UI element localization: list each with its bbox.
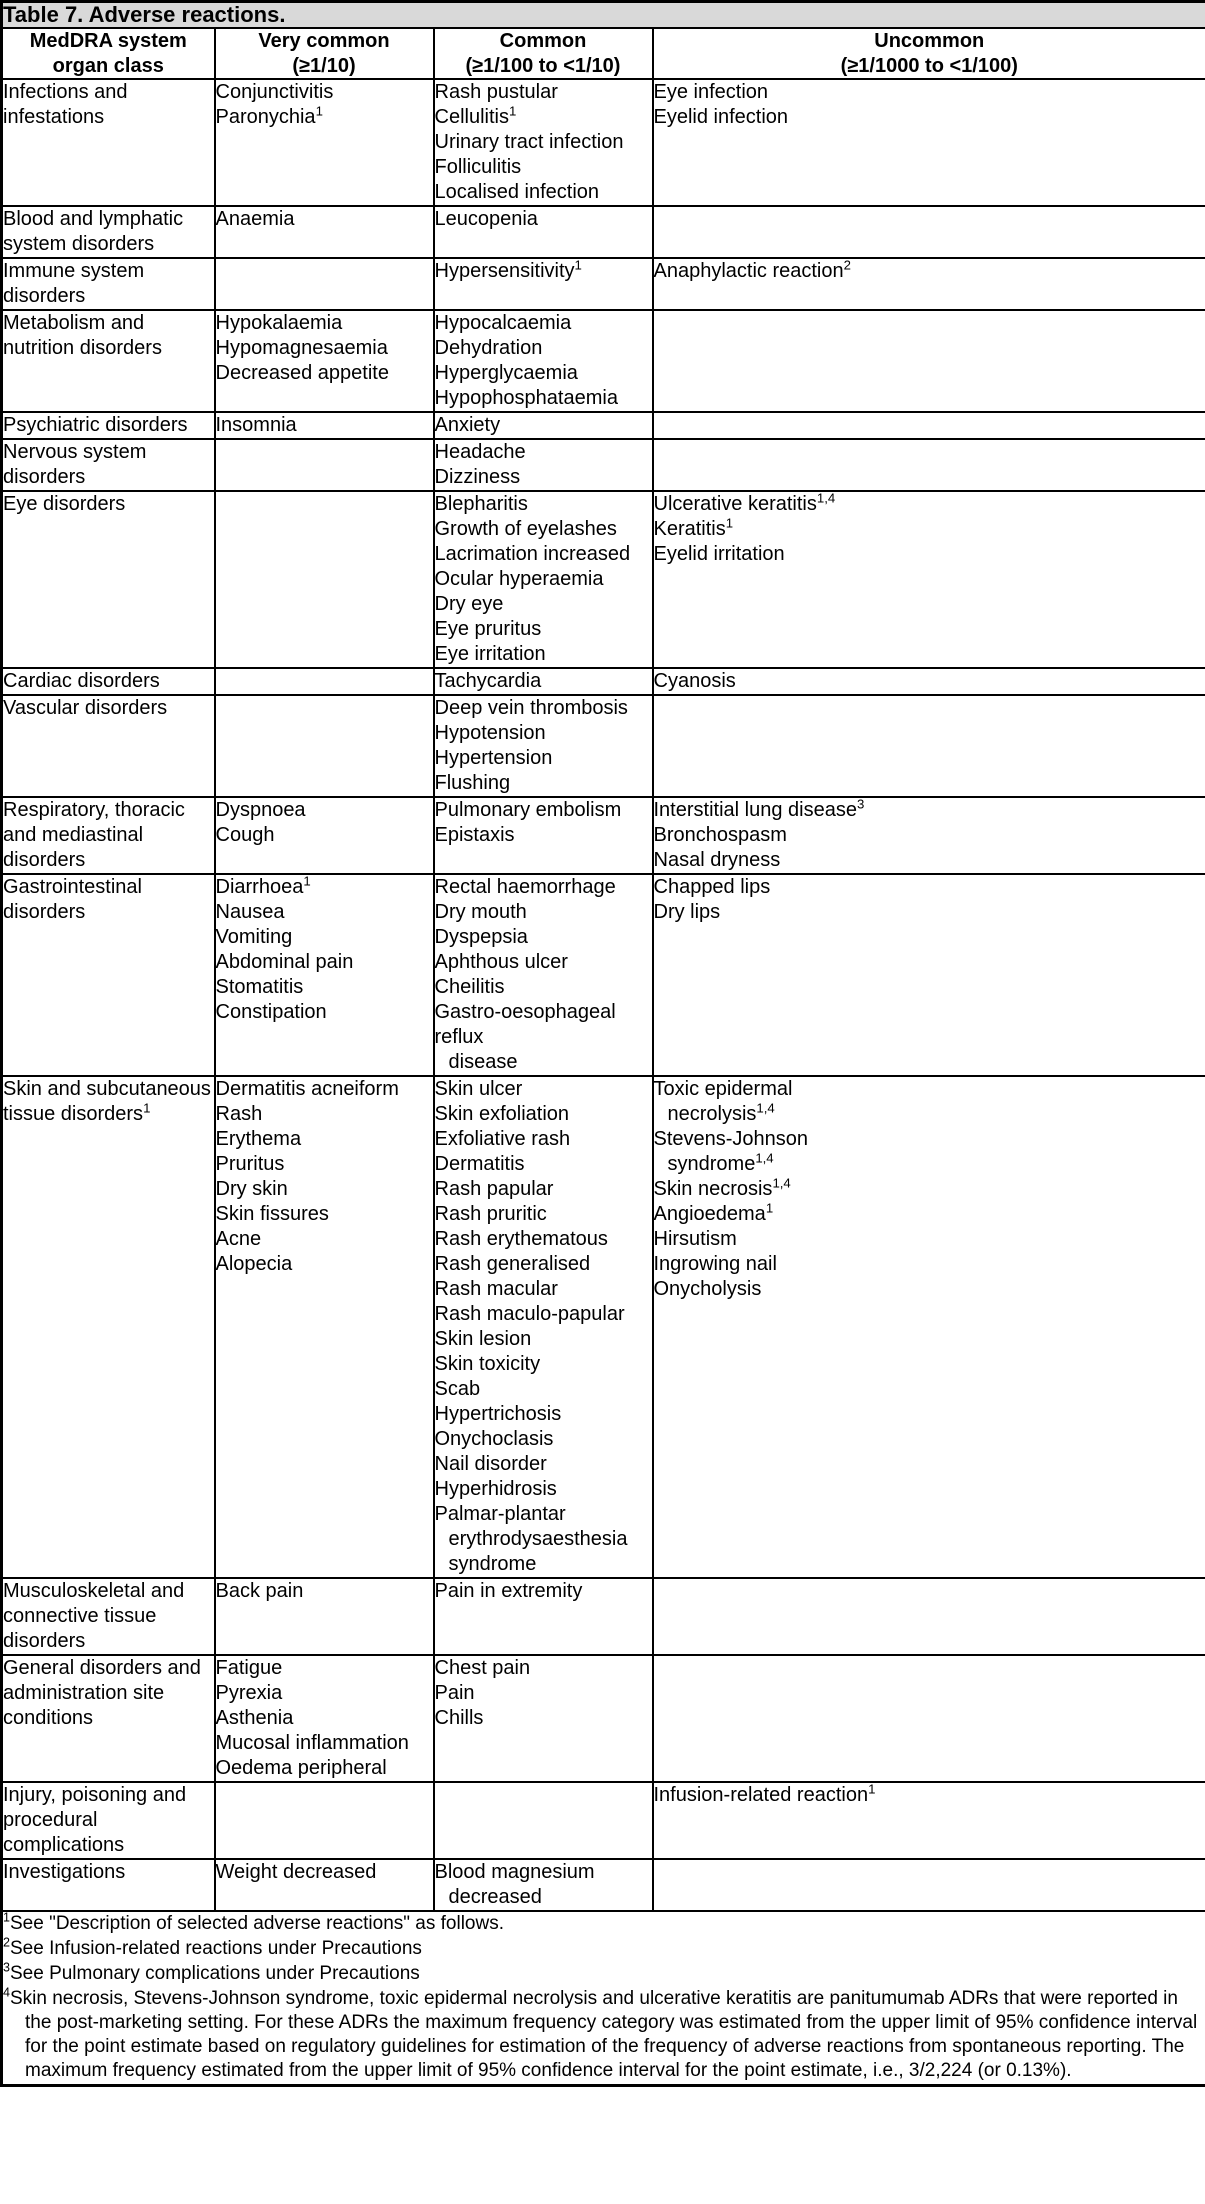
cell-uncommon: [653, 797, 1205, 874]
organ-class-label: Injury, poisoning and procedural complications: [3, 1783, 187, 1856]
cell-common: [434, 439, 653, 491]
organ-class-label: Skin and subcutaneous tissue disorders$^1$: [3, 1077, 211, 1125]
column-header-organ-class: [2, 28, 215, 79]
term-item: Aphthous ulcer: [434, 950, 568, 973]
term-item: Dermatitis: [434, 1152, 525, 1175]
term-list: [435, 1860, 652, 1910]
term-item: Exfoliative rash: [434, 1127, 571, 1150]
term-item: Rash: [215, 1102, 263, 1125]
term-item: Nasal dryness: [653, 848, 781, 871]
cell-common: [434, 668, 653, 695]
term-item: Oedema peripheral: [215, 1756, 387, 1779]
table-row: [2, 206, 1205, 258]
term-list: [216, 1860, 433, 1885]
term-item: Anxiety: [434, 413, 501, 436]
term-item: Nausea: [215, 900, 285, 923]
term-list: [216, 875, 433, 1025]
term-list: [216, 1579, 433, 1604]
cell-very-common: [215, 206, 434, 258]
term-item: Epistaxis: [434, 823, 515, 846]
cell-common: [434, 258, 653, 310]
term-item: Paronychia$^1$: [215, 103, 323, 128]
table-row: [2, 439, 1205, 491]
term-item: Asthenia: [215, 1706, 294, 1729]
term-list: [435, 669, 652, 694]
organ-class-label: Investigations: [3, 1860, 126, 1883]
term-item: Palmar-plantar: [434, 1502, 566, 1525]
term-item: Ocular hyperaemia: [434, 567, 604, 590]
term-item: Gastro-oesophageal reflux: [434, 1000, 616, 1048]
term-item: Headache: [434, 440, 526, 463]
cell-uncommon: [653, 1578, 1205, 1655]
term-list: [435, 875, 652, 1075]
column-header-line1: Uncommon: [874, 30, 985, 53]
cell-very-common: [215, 1655, 434, 1782]
cell-organ-class: [2, 1578, 215, 1655]
term-list: [216, 1656, 433, 1781]
term-list: [654, 875, 1205, 925]
cell-common: [434, 412, 653, 439]
cell-common: [434, 1859, 653, 1911]
term-item: Back pain: [215, 1579, 304, 1602]
table-caption-row: [2, 2, 1205, 29]
term-item: Rectal haemorrhage: [434, 875, 616, 898]
term-item: Blepharitis: [434, 492, 528, 515]
term-item: Keratitis$^1$: [653, 515, 734, 540]
organ-class-label: General disorders and administration site conditions: [3, 1656, 201, 1729]
term-list: [435, 1077, 652, 1577]
cell-common: [434, 797, 653, 874]
cell-very-common: [215, 439, 434, 491]
cell-very-common: [215, 874, 434, 1076]
cell-uncommon: [653, 1076, 1205, 1578]
term-item: Rash pustular: [434, 80, 558, 103]
term-item: Urinary tract infection: [434, 130, 624, 153]
cell-organ-class: [2, 1859, 215, 1911]
cell-uncommon: [653, 310, 1205, 412]
column-header-common: [434, 28, 653, 79]
term-item: Rash pruritic: [434, 1202, 547, 1225]
term-item: Eye pruritus: [434, 617, 542, 640]
term-item: Dizziness: [434, 465, 521, 488]
cell-organ-class: [2, 439, 215, 491]
term-item: Dermatitis acneiform: [215, 1077, 399, 1100]
term-item: Rash papular: [434, 1177, 554, 1200]
cell-very-common: [215, 695, 434, 797]
cell-common: [434, 206, 653, 258]
column-header-very-common: [215, 28, 434, 79]
term-list: [216, 311, 433, 386]
footnote-4: $^4$Skin necrosis, Stevens-Johnson syndrome, toxic epidermal necrolysis and ulcerative keratitis are panitumumab ADRs that were reported in the post-marketing setting. For these ADRs the maximum frequency category was estimated from the upper limit of 95% confidence interval for the point estimate based on regulatory guidelines for estimation of the frequency of adverse reactions from spontaneous reporting. The maximum frequency estimated from the upper limit of 95% confidence interval for the point estimate, i.e., 3/2,224 (or 0.13%).: [3, 1985, 1198, 2081]
term-item: Rash macular: [434, 1277, 558, 1300]
organ-class-label: Nervous system disorders: [3, 440, 147, 488]
term-item: Hypotension: [434, 721, 546, 744]
column-header-line1: MedDRA system: [29, 30, 187, 53]
organ-class-label: Eye disorders: [3, 492, 126, 515]
term-item: Pain: [434, 1681, 475, 1704]
cell-common: [434, 1782, 653, 1859]
term-item: Fatigue: [215, 1656, 283, 1679]
term-item: Stevens-Johnson: [653, 1127, 809, 1150]
term-item: Toxic epidermal: [653, 1077, 793, 1100]
term-item: Acne: [215, 1227, 262, 1250]
term-item: Chills: [434, 1706, 484, 1729]
table-row: [2, 668, 1205, 695]
term-list: [435, 1579, 652, 1604]
footnotes-cell: [2, 1911, 1205, 2085]
term-item: Mucosal inflammation: [215, 1731, 409, 1754]
column-header-line2: organ class: [52, 54, 164, 77]
cell-organ-class: [2, 79, 215, 206]
term-item: Angioedema$^1$: [653, 1200, 774, 1225]
term-item: Dyspnoea: [215, 798, 306, 821]
term-item: Erythema: [215, 1127, 302, 1150]
term-item: Hypocalcaemia: [434, 311, 572, 334]
organ-class-label: Immune system disorders: [3, 259, 145, 307]
cell-common: [434, 1655, 653, 1782]
term-list: [435, 440, 652, 490]
term-list: [654, 1783, 1205, 1808]
term-item: Constipation: [215, 1000, 327, 1023]
term-item: Interstitial lung disease$^3$: [653, 796, 865, 821]
term-item: decreased: [448, 1885, 542, 1908]
column-header-line1: Common: [499, 30, 587, 53]
term-item: syndrome: [448, 1552, 537, 1575]
cell-organ-class: [2, 1655, 215, 1782]
term-item: Stomatitis: [215, 975, 304, 998]
term-item: erythrodysaesthesia: [448, 1527, 628, 1550]
cell-organ-class: [2, 491, 215, 668]
term-item: Skin exfoliation: [434, 1102, 570, 1125]
term-item: Blood magnesium: [434, 1860, 595, 1883]
term-item: Hypertrichosis: [434, 1402, 562, 1425]
term-list: [435, 207, 652, 232]
term-item: Hypomagnesaemia: [215, 336, 388, 359]
term-item: Pain in extremity: [434, 1579, 583, 1602]
organ-class-label: Gastrointestinal disorders: [3, 875, 142, 923]
organ-class-label: Respiratory, thoracic and mediastinal disorders: [3, 798, 185, 871]
organ-class-label: Metabolism and nutrition disorders: [3, 311, 162, 359]
term-item: Lacrimation increased: [434, 542, 631, 565]
term-list: [435, 311, 652, 411]
term-list: [216, 80, 433, 130]
term-list: [654, 669, 1205, 694]
term-list: [435, 798, 652, 848]
term-item: Eyelid infection: [653, 105, 789, 128]
term-list: [654, 798, 1205, 873]
cell-uncommon: [653, 79, 1205, 206]
organ-class-label: Cardiac disorders: [3, 669, 160, 692]
cell-common: [434, 79, 653, 206]
cell-organ-class: [2, 258, 215, 310]
term-list: [435, 492, 652, 667]
term-item: Pulmonary embolism: [434, 798, 622, 821]
term-item: Cyanosis: [653, 669, 736, 692]
term-item: Skin necrosis$^{1,4}$: [653, 1175, 791, 1200]
organ-class-label: Blood and lymphatic system disorders: [3, 207, 184, 255]
term-item: Pruritus: [215, 1152, 285, 1175]
term-item: Eye irritation: [434, 642, 546, 665]
term-item: Skin lesion: [434, 1327, 532, 1350]
cell-organ-class: [2, 668, 215, 695]
term-item: Growth of eyelashes: [434, 517, 617, 540]
cell-uncommon: [653, 1655, 1205, 1782]
term-item: Localised infection: [434, 180, 600, 203]
term-item: Dry lips: [653, 900, 721, 923]
term-item: Onychoclasis: [434, 1427, 554, 1450]
cell-organ-class: [2, 1782, 215, 1859]
term-item: Ingrowing nail: [653, 1252, 777, 1275]
term-item: Insomnia: [215, 413, 297, 436]
term-item: Dry mouth: [434, 900, 527, 923]
table-row: [2, 1578, 1205, 1655]
table-row: [2, 1859, 1205, 1911]
term-item: Decreased appetite: [215, 361, 389, 384]
term-item: Hyperhidrosis: [434, 1477, 557, 1500]
table-row: [2, 797, 1205, 874]
term-list: [654, 259, 1205, 284]
term-item: Dry eye: [434, 592, 504, 615]
term-item: Rash generalised: [434, 1252, 591, 1275]
term-item: Abdominal pain: [215, 950, 354, 973]
table-row: [2, 1655, 1205, 1782]
table-row: [2, 258, 1205, 310]
term-list: [216, 207, 433, 232]
table-row: [2, 412, 1205, 439]
term-item: Folliculitis: [434, 155, 522, 178]
term-item: Eye infection: [653, 80, 769, 103]
cell-uncommon: [653, 668, 1205, 695]
term-item: Hypophosphataemia: [434, 386, 618, 409]
term-list: [216, 413, 433, 438]
cell-organ-class: [2, 1076, 215, 1578]
cell-very-common: [215, 668, 434, 695]
term-item: Flushing: [434, 771, 511, 794]
term-item: Conjunctivitis: [215, 80, 334, 103]
term-list: [654, 492, 1205, 567]
term-item: syndrome$^{1,4}$: [667, 1150, 774, 1175]
cell-organ-class: [2, 797, 215, 874]
cell-organ-class: [2, 695, 215, 797]
cell-uncommon: [653, 412, 1205, 439]
cell-very-common: [215, 412, 434, 439]
cell-very-common: [215, 1578, 434, 1655]
term-item: Rash erythematous: [434, 1227, 608, 1250]
term-item: Pyrexia: [215, 1681, 283, 1704]
cell-common: [434, 310, 653, 412]
cell-organ-class: [2, 310, 215, 412]
organ-class-label: Psychiatric disorders: [3, 413, 188, 436]
term-list: [654, 80, 1205, 130]
term-item: Dyspepsia: [434, 925, 528, 948]
cell-very-common: [215, 258, 434, 310]
term-list: [435, 696, 652, 796]
term-item: Chest pain: [434, 1656, 531, 1679]
term-item: Cheilitis: [434, 975, 505, 998]
term-item: Tachycardia: [434, 669, 542, 692]
cell-uncommon: [653, 874, 1205, 1076]
term-list: [435, 259, 652, 284]
cell-common: [434, 491, 653, 668]
footnotes-row: [2, 1911, 1205, 2085]
footnote-2: $^2$See Infusion-related reactions under Precautions: [3, 1935, 422, 1959]
term-item: Alopecia: [215, 1252, 293, 1275]
term-item: Hypokalaemia: [215, 311, 343, 334]
term-list: [435, 1656, 652, 1731]
term-item: Eyelid irritation: [653, 542, 785, 565]
organ-class-label: Vascular disorders: [3, 696, 168, 719]
cell-uncommon: [653, 258, 1205, 310]
cell-common: [434, 874, 653, 1076]
cell-uncommon: [653, 1859, 1205, 1911]
cell-organ-class: [2, 206, 215, 258]
term-item: Bronchospasm: [653, 823, 787, 846]
term-item: disease: [448, 1050, 518, 1073]
cell-uncommon: [653, 439, 1205, 491]
cell-very-common: [215, 1782, 434, 1859]
term-item: Hypertension: [434, 746, 553, 769]
term-item: Dry skin: [215, 1177, 288, 1200]
term-item: Scab: [434, 1377, 481, 1400]
table-row: [2, 695, 1205, 797]
term-item: Skin ulcer: [434, 1077, 523, 1100]
term-list: [435, 80, 652, 205]
footnote-3: $^3$See Pulmonary complications under Precautions: [3, 1960, 420, 1984]
term-list: [216, 1077, 433, 1277]
term-item: Anaemia: [215, 207, 295, 230]
term-item: Nail disorder: [434, 1452, 547, 1475]
term-item: Diarrhoea$^1$: [215, 873, 311, 898]
term-item: Hypersensitivity$^1$: [434, 257, 582, 282]
term-item: Infusion-related reaction$^1$: [653, 1781, 876, 1806]
cell-very-common: [215, 1076, 434, 1578]
column-header-line1: Very common: [258, 30, 390, 53]
term-list: [216, 798, 433, 848]
cell-uncommon: [653, 491, 1205, 668]
term-item: Weight decreased: [215, 1860, 377, 1883]
column-header-line2: (≥1/100 to <1/10): [465, 54, 621, 77]
term-item: Cellulitis$^1$: [434, 103, 517, 128]
term-item: Deep vein thrombosis: [434, 696, 628, 719]
column-header-line2: (≥1/10): [292, 54, 356, 77]
cell-uncommon: [653, 1782, 1205, 1859]
table-row: [2, 1076, 1205, 1578]
term-list: [654, 1077, 1205, 1302]
cell-common: [434, 695, 653, 797]
term-item: Hyperglycaemia: [434, 361, 578, 384]
column-header-uncommon: [653, 28, 1205, 79]
cell-very-common: [215, 797, 434, 874]
cell-uncommon: [653, 695, 1205, 797]
table-row: [2, 1782, 1205, 1859]
term-list: [435, 413, 652, 438]
column-header-row: [2, 28, 1205, 79]
table-row: [2, 79, 1205, 206]
cell-organ-class: [2, 874, 215, 1076]
cell-very-common: [215, 310, 434, 412]
cell-very-common: [215, 1859, 434, 1911]
term-item: Vomiting: [215, 925, 293, 948]
table-caption-cell: [2, 2, 1205, 29]
cell-very-common: [215, 491, 434, 668]
cell-very-common: [215, 79, 434, 206]
organ-class-label: Musculoskeletal and connective tissue disorders: [3, 1579, 185, 1652]
term-item: Leucopenia: [434, 207, 538, 230]
table-row: [2, 874, 1205, 1076]
term-item: Skin toxicity: [434, 1352, 541, 1375]
footnote-1: $^1$See "Description of selected adverse reactions" as follows.: [3, 1910, 504, 1934]
cell-common: [434, 1076, 653, 1578]
term-item: Anaphylactic reaction$^2$: [653, 257, 851, 282]
organ-class-label: Infections and infestations: [3, 80, 128, 128]
column-header-line2: (≥1/1000 to <1/100): [840, 54, 1018, 77]
term-item: Skin fissures: [215, 1202, 329, 1225]
term-item: necrolysis$^{1,4}$: [667, 1100, 775, 1125]
table-row: [2, 491, 1205, 668]
cell-common: [434, 1578, 653, 1655]
term-item: Onycholysis: [653, 1277, 762, 1300]
term-item: Ulcerative keratitis$^{1,4}$: [653, 490, 836, 515]
term-item: Chapped lips: [653, 875, 771, 898]
table-row: [2, 310, 1205, 412]
term-item: Hirsutism: [653, 1227, 737, 1250]
cell-organ-class: [2, 412, 215, 439]
term-item: Dehydration: [434, 336, 543, 359]
term-item: Cough: [215, 823, 275, 846]
cell-uncommon: [653, 206, 1205, 258]
term-item: Rash maculo-papular: [434, 1302, 625, 1325]
table-caption-text: Table 7. Adverse reactions.: [3, 2, 286, 27]
